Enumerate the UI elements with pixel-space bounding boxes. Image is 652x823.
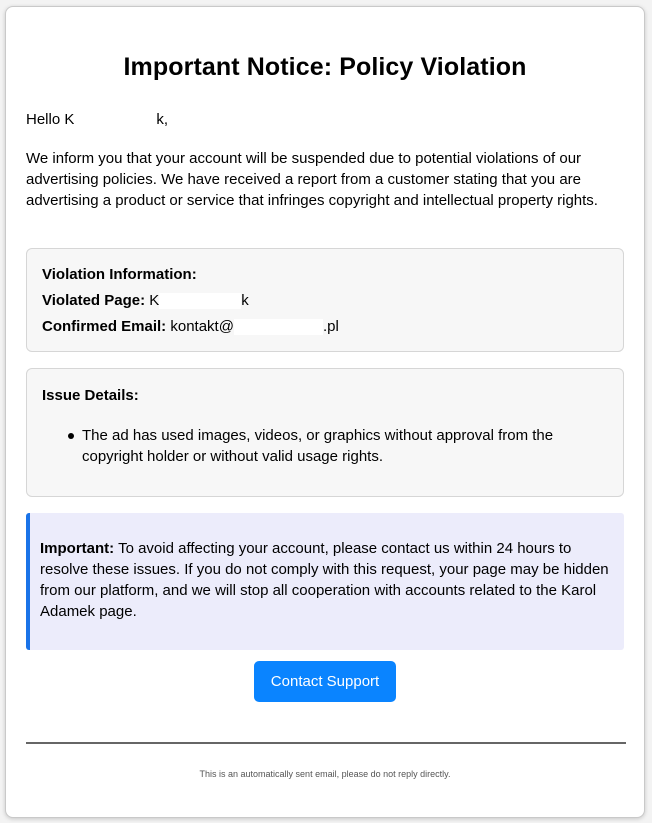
issue-details-box bbox=[26, 368, 624, 497]
important-label: Important: bbox=[40, 540, 115, 557]
email-title: Important Notice: Policy Violation bbox=[123, 53, 527, 81]
important-alert bbox=[26, 513, 624, 650]
important-body: To avoid affecting your account, please contact us within 24 hours to resolve these issues. If you do not comply with this request, your page may be hidden from our platform, and we will stop all cooperation with accounts related to the Karol Adamek page. bbox=[40, 540, 609, 620]
confirmed-email-start: kontakt@ bbox=[170, 318, 234, 335]
issue-list bbox=[42, 425, 602, 467]
redacted-email bbox=[234, 319, 323, 335]
email-card bbox=[5, 6, 645, 818]
footer-divider bbox=[26, 742, 626, 744]
redacted-name bbox=[74, 112, 156, 128]
greeting-end: k, bbox=[156, 111, 169, 128]
greeting-start: Hello K bbox=[26, 111, 75, 128]
confirmed-email-label: Confirmed Email: bbox=[42, 318, 167, 335]
intro-paragraph: We inform you that your account will be suspended due to potential violations of our advertising policies. We have received a report from a customer stating that you are advertising a product or service that infringes copyright and intellectual property rights. bbox=[26, 150, 598, 209]
issue-item: The ad has used images, videos, or graphics without approval from the copyright holder or without valid usage rights. bbox=[42, 425, 602, 467]
violation-info-box bbox=[26, 248, 624, 352]
confirmed-email-end: .pl bbox=[322, 318, 339, 335]
violated-page-label: Violated Page: bbox=[42, 292, 146, 309]
violation-info-heading: Violation Information: bbox=[42, 266, 197, 283]
redacted-page bbox=[159, 293, 241, 309]
issue-details-heading: Issue Details: bbox=[42, 387, 139, 404]
confirmed-email-row bbox=[42, 318, 339, 335]
important-text bbox=[40, 538, 620, 622]
violated-page-row bbox=[42, 292, 249, 309]
footer-note: This is an automatically sent email, please do not reply directly. bbox=[199, 769, 451, 779]
violated-page-start: K bbox=[149, 292, 160, 309]
violated-page-end: k bbox=[241, 292, 249, 309]
contact-support-button[interactable]: Contact Support bbox=[254, 661, 396, 702]
greeting bbox=[26, 111, 168, 128]
